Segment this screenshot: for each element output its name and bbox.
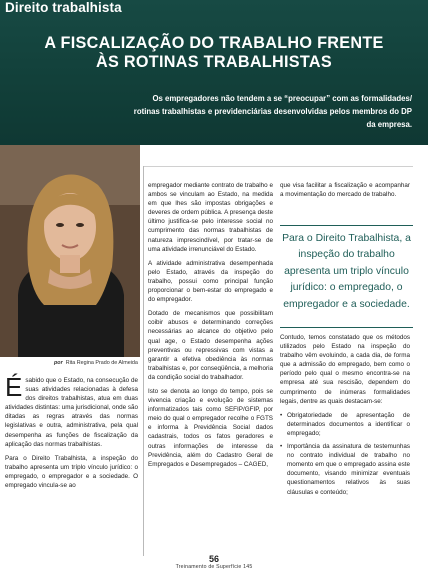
- list-item: • Importância da assinatura de testemunhas no contrato individual de trabalho no momento em que o empregado assina este documento, visando minimizar eventuais questionamentos relativos às suas cláusulas e conteúdo;: [280, 442, 410, 497]
- paragraph-text: sabido que o Estado, na consecução de suas atividades relacionadas à defesa dos direitos trabalhistas, atua em duas atividades distintas: uma jurisdicional, onde são ditadas as regras através das normas legislativas e outra, administrativa, pela qual desempenha as funções de fiscalização da aplicação das normas trabalhistas.: [5, 377, 139, 448]
- lead-line-2: rotinas trabalhistas e previdenciárias desenvolvidas pelos membros do DP: [133, 107, 412, 116]
- article-column-3-bottom: [280, 333, 410, 501]
- article-title-line-2: ÀS ROTINAS TRABALHISTAS: [96, 53, 332, 71]
- section-label: Direito trabalhista: [5, 0, 122, 15]
- lead-line-3: da empresa.: [366, 120, 412, 129]
- page-number: 56: [208, 554, 219, 564]
- article-lead: [40, 92, 412, 131]
- paragraph: Isto se denota ao longo do tempo, pois se vivencia criação e evolução de sistemas informatizados tais como SEFIP/GFIP, por meio do qual o empregador recolhe o FGTS e informa à Previdência Social dados cadastrais, todos os fatos geradores e outras informações de interesse da Previdência, além do Cadastro Geral de Empregados e Desempregados – CAGED,: [148, 387, 273, 468]
- article-column-3-top: [280, 181, 410, 204]
- list-item: • Obrigatoriedade de apresentação de determinados documentos a identificar o empregado;: [280, 411, 410, 438]
- article-title-line-1: A FISCALIZAÇÃO DO TRABALHO FRENTE: [44, 34, 384, 52]
- formalities-list: [280, 411, 410, 497]
- page-footer: [0, 555, 428, 570]
- paragraph: A atividade administrativa desempenhada pelo Estado, através da inspeção do trabalho, possui como principal função proporcionar o bem-estar do empregado e do empregador.: [148, 259, 273, 304]
- lead-line-1: Os empregadores não tendem a se “preocupar” com as formalidades/: [152, 94, 412, 103]
- pull-quote: Para o Direito Trabalhista, a inspeção do trabalho apresenta um triplo vínculo jurídico: o empregado, o empregador e a sociedade.: [282, 233, 411, 310]
- paragraph: empregador mediante contrato de trabalho e ambos se vinculam ao Estado, na medida em que lhes são impostas obrigações e deveres de ordem pública. A presença deste último justifica-se pelo interesse social no cumprimento das normas trabalhistas de natureza imprescindível, por tratar-se de uma atividade irrenunciável do Estado.: [148, 182, 273, 253]
- pullquote-bottom-rule: [280, 327, 413, 328]
- paragraph: que visa facilitar a fiscalização e acompanhar a movimentação do mercado de trabalho.: [280, 182, 410, 199]
- paragraph: Contudo, temos constatado que os métodos utilizados pelo Estado na inspeção do trabalho vêm evoluindo, a cada dia, de forma que a admissão do empregado, bem como o período pelo qual o mesmo encontra-se na empresa até sua rescisão, dependem do cumprimento de inúmeras formalidades legais, dentre as quais destacam-se:: [280, 334, 410, 405]
- drop-cap: É: [5, 372, 23, 402]
- pullquote-top-rule: [280, 225, 413, 226]
- article-column-2: [148, 181, 273, 474]
- paragraph: Dotado de mecanismos que possibilitam coibir abusos e determinando correções necessárias ao alcance do objetivo pelo qual age, o Estado desempenha ações preventivas ou repressivas com vistas a garantir a efetiva obediência às normas trabalhistas e, por conseqüência, a melhoria da condição social do trabalhador.: [148, 310, 273, 381]
- publication-name: Treinamento de Superfície 145: [175, 564, 253, 570]
- column-divider: [143, 166, 144, 556]
- article-column-1: [5, 372, 139, 495]
- paragraph: Para o Direito Trabalhista, a inspeção do trabalho apresenta um tríplo vínculo jurídico: o empregado, o empregador e a sociedade. O empregado vincula-se ao: [5, 454, 138, 490]
- column-top-divider: [143, 166, 413, 167]
- header-banner: [0, 0, 428, 145]
- author-portrait-illustration: [0, 145, 140, 357]
- author-name: Rita Regina Prado de Almeida: [65, 360, 138, 366]
- author-photo: [0, 145, 140, 357]
- article-title: [0, 34, 428, 72]
- caption-prefix: por: [54, 360, 63, 366]
- paragraph: [5, 372, 139, 449]
- photo-caption: [54, 360, 138, 366]
